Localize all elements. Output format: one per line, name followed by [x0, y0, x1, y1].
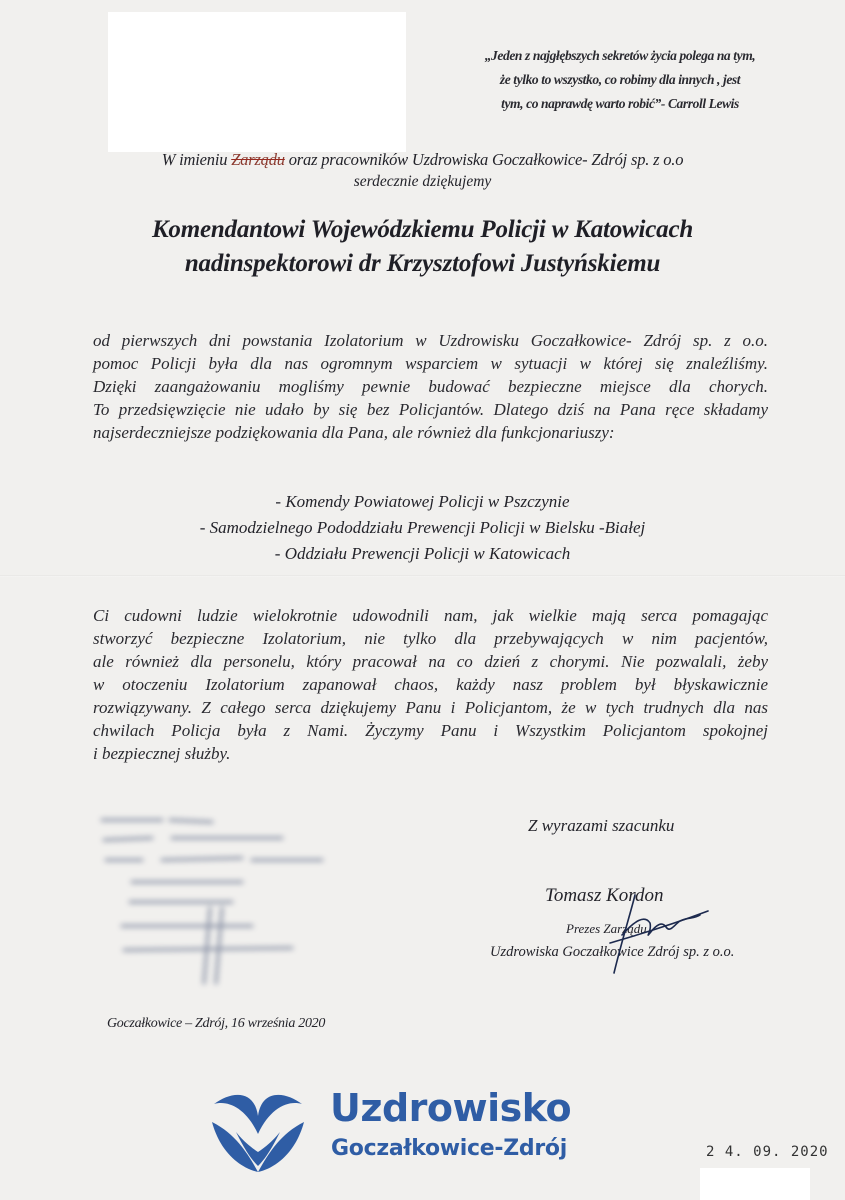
- paragraph-intro: [93, 329, 768, 444]
- unit-item: - Samodzielnego Pododdziału Prewencji Policji w Bielsku -Białej: [199, 518, 646, 537]
- logo-name: Uzdrowisko: [330, 1086, 572, 1130]
- intro-line: W imieniu Zarządu oraz pracowników Uzdrowiska Goczałkowice- Zdrój sp. z o.o: [161, 150, 684, 169]
- place-and-date: Goczałkowice – Zdrój, 16 września 2020: [107, 1016, 326, 1031]
- paragraph-line: Ci cudowni ludzie wielokrotnie udowodnili nam, jak wielkie mają serca pomagając: [93, 606, 768, 625]
- logo-subtitle: Goczałkowice-Zdrój: [331, 1136, 567, 1161]
- paragraph-line: To przedsięwzięcie nie udało by się bez Policjantów. Dlatego dziś na Pana ręce składamy: [93, 400, 768, 419]
- closing-phrase: Z wyrazami szacunku: [528, 816, 675, 835]
- quote-line: „Jeden z najgłębszych sekretów życia polega na tym,: [484, 48, 756, 63]
- signer-organization: Uzdrowiska Goczałkowice Zdrój sp. z o.o.: [490, 944, 735, 960]
- police-units-list: [0, 489, 845, 567]
- redacted-corner: [700, 1168, 810, 1200]
- paragraph-thanks: [93, 604, 768, 765]
- signer-name: Tomasz Kordon: [545, 885, 664, 906]
- unit-item: - Komendy Powiatowej Policji w Pszczynie: [275, 492, 570, 511]
- received-date-stamp: 2 4. 09. 2020: [706, 1144, 829, 1160]
- uzdrowisko-logo-icon: [210, 1082, 306, 1174]
- thanks-line: serdecznie dziękujemy: [353, 173, 492, 190]
- paragraph-line: ale również dla personelu, który pracował na co dzień z chorymi. Nie pozwalali, żeby: [93, 652, 768, 671]
- epigraph-quote: [420, 44, 820, 116]
- quote-line: tym, co naprawdę warto robić”- Carroll Lewis: [501, 96, 739, 111]
- paragraph-line: Dzięki zaangażowaniu mogliśmy pewnie budować bezpieczne miejsce dla chorych.: [93, 377, 768, 396]
- paragraph-line: chwilach Policja była z Nami. Życzymy Panu i Wszystkim Policjantom spokojnej: [93, 721, 768, 740]
- unit-item: - Oddziału Prewencji Policji w Katowicach: [274, 544, 571, 563]
- paragraph-line: od pierwszych dni powstania Izolatorium w Uzdrowisku Goczałkowice- Zdrój sp. z o.o.: [93, 331, 768, 350]
- paragraph-line: i bezpiecznej służby.: [93, 744, 231, 763]
- struck-text: Zarządu: [231, 150, 285, 169]
- paragraph-line: najserdeczniejsze podziękowania dla Pana, ale również dla funkcjonariuszy:: [93, 423, 615, 442]
- handwritten-signature: [590, 885, 720, 975]
- paragraph-line: w otoczeniu Izolatorium zapanował chaos, każdy nasz problem był błyskawicznie: [93, 675, 768, 694]
- recipient-title: Komendantowi Wojewódzkiemu Policji w Katowicach: [151, 216, 694, 243]
- paragraph-line: stworzyć bezpieczne Izolatorium, nie tylko dla przebywających w nim pacjentów,: [93, 629, 768, 648]
- quote-line: że tylko to wszystko, co robimy dla innych , jest: [499, 72, 741, 87]
- paper-fold: [0, 575, 845, 577]
- blurred-stamp: [92, 808, 352, 998]
- signer-role: Prezes Zarządu: [566, 921, 647, 936]
- paragraph-line: pomoc Policji była dla nas ogromnym wsparciem w sytuacji w której się znaleźliśmy.: [93, 354, 768, 373]
- recipient-name: nadinspektorowi dr Krzysztofowi Justyńskiemu: [184, 250, 661, 277]
- paragraph-line: rozwiązywany. Z całego serca dziękujemy Panu i Policjantom, że w tych trudnych dla nas: [93, 698, 768, 717]
- redacted-area: [108, 12, 406, 152]
